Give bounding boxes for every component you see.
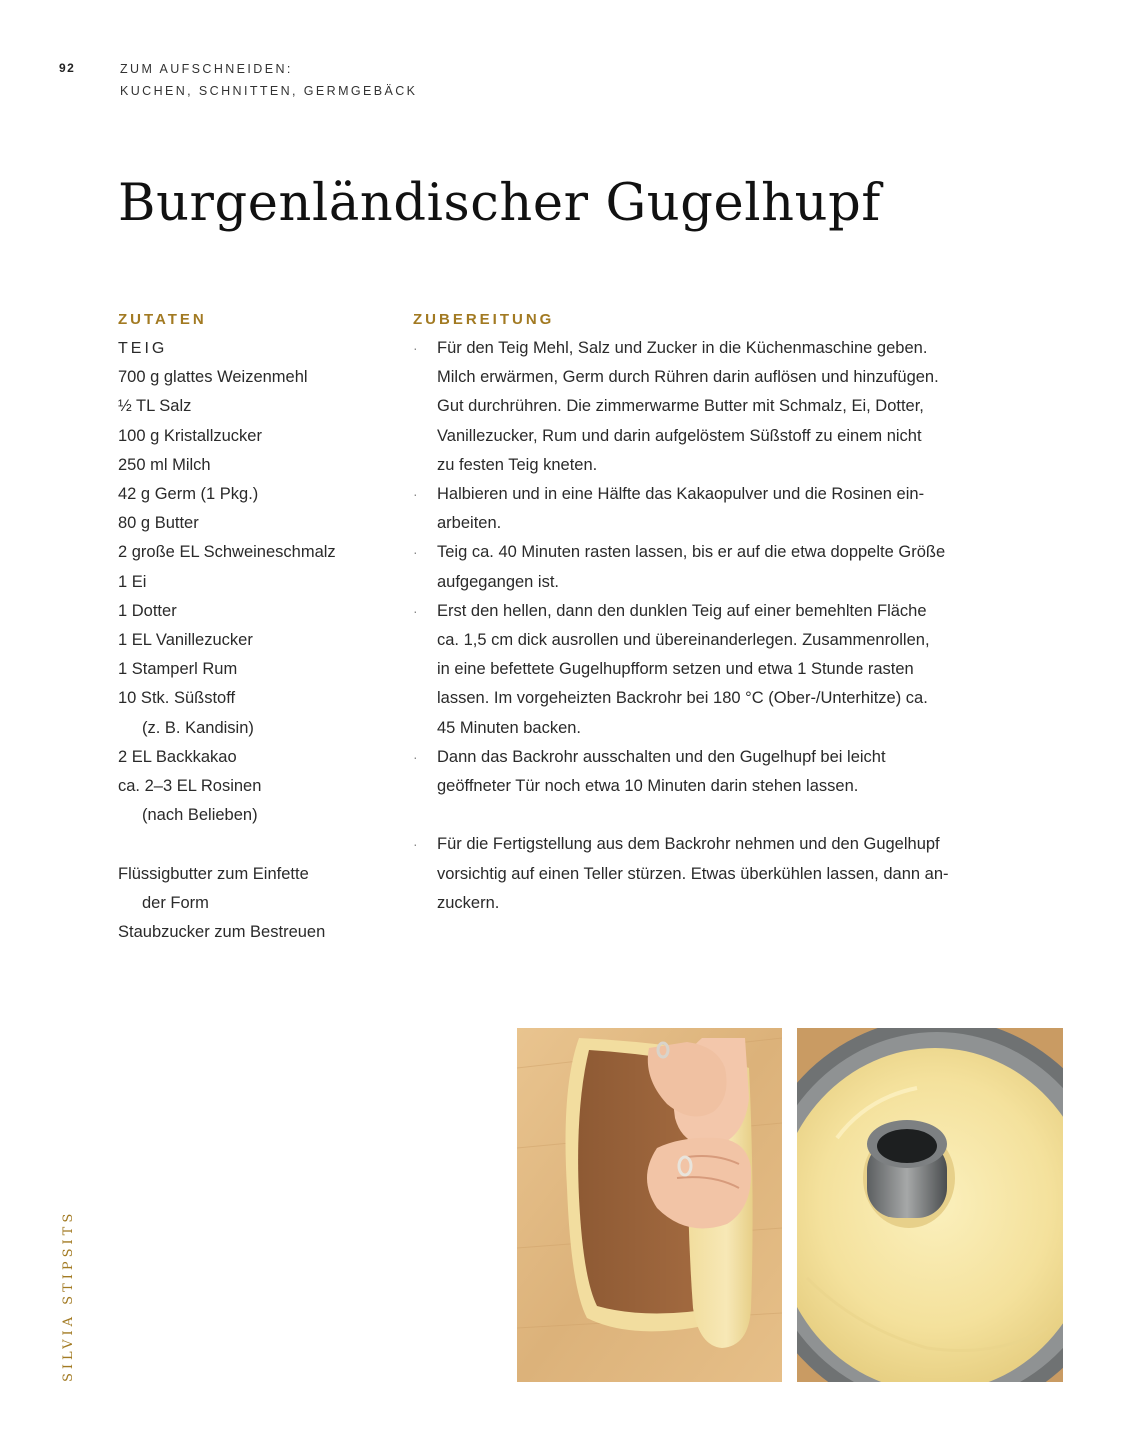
step-line: aufgegangen ist. <box>437 572 560 591</box>
step-bullet: · <box>413 340 418 356</box>
step-line: vorsichtig auf einen Teller stürzen. Etwas überkühlen lassen, dann an- <box>437 864 949 883</box>
ingredient-item: 1 Dotter <box>118 601 177 620</box>
ingredient-item: 1 EL Vanillezucker <box>118 631 253 650</box>
ingredient-extra-note: der Form <box>142 893 209 912</box>
ingredient-item: 2 große EL Schweineschmalz <box>118 543 336 562</box>
preparation-step <box>413 334 1013 480</box>
page-number: 92 <box>59 61 76 75</box>
step-line: Halbieren und in eine Hälfte das Kakaopulver und die Rosinen ein- <box>437 485 925 504</box>
chapter-line-2: KUCHEN, SCHNITTEN, GERMGEBÄCK <box>120 84 418 98</box>
ingredient-item: 10 Stk. Süßstoff <box>118 689 236 708</box>
ingredient-item: ½ TL Salz <box>118 397 192 416</box>
step-bullet: · <box>413 602 418 619</box>
photo-rolling-dough <box>517 1028 782 1382</box>
preparation-step <box>413 538 1013 596</box>
step-line: Vanillezucker, Rum und darin aufgelöstem Süßstoff zu einem nicht <box>437 426 922 445</box>
ingredient-item: 1 Ei <box>118 572 147 591</box>
ingredient-item-note: (z. B. Kandisin) <box>142 718 254 737</box>
ingredient-item: 100 g Kristallzucker <box>118 426 262 445</box>
step-line: zuckern. <box>437 893 500 912</box>
step-line: Für den Teig Mehl, Salz und Zucker in die Küchenmaschine geben. <box>437 339 928 357</box>
step-line: Erst den hellen, dann den dunklen Teig auf einer bemehlten Fläche <box>437 601 927 620</box>
preparation-step <box>413 743 1013 801</box>
ingredient-item: 1 Stamperl Rum <box>118 660 238 679</box>
step-bullet: · <box>413 544 418 561</box>
ingredient-extra: Staubzucker zum Bestreuen <box>118 923 326 942</box>
step-bullet: · <box>413 748 418 765</box>
preparation-step <box>413 830 1013 918</box>
ingredient-item: ca. 2–3 EL Rosinen <box>118 777 262 796</box>
photo-risen-dough-in-pan <box>797 1028 1063 1382</box>
ingredients-heading: ZUTATEN <box>118 311 207 328</box>
ingredient-item: 250 ml Milch <box>118 455 211 474</box>
preparation-heading: ZUBEREITUNG <box>413 311 555 328</box>
chapter-header <box>120 58 417 102</box>
step-line: 45 Minuten backen. <box>437 718 582 737</box>
ingredient-group-title: TEIG <box>118 340 168 357</box>
step-line: lassen. Im vorgeheizten Backrohr bei 180 °C (Ober-/Unterhitze) ca. <box>437 689 928 708</box>
ingredients-list <box>118 334 388 947</box>
step-line: arbeiten. <box>437 514 502 533</box>
preparation-step <box>413 597 1013 743</box>
step-line: Dann das Backrohr ausschalten und den Gugelhupf bei leicht <box>437 747 886 766</box>
step-line: Milch erwärmen, Germ durch Rühren darin auflösen und hinzufügen. <box>437 368 939 387</box>
ingredient-item: 2 EL Backkakao <box>118 747 237 766</box>
preparation-steps <box>413 334 1013 918</box>
ingredient-item: 700 g glattes Weizenmehl <box>118 368 308 387</box>
chapter-line-1: ZUM AUFSCHNEIDEN: <box>120 62 293 76</box>
step-line: zu festen Teig kneten. <box>437 455 598 474</box>
preparation-step <box>413 480 1013 538</box>
ingredient-item: 42 g Germ (1 Pkg.) <box>118 485 259 504</box>
step-bullet: · <box>413 486 418 503</box>
step-line: geöffneter Tür noch etwa 10 Minuten darin stehen lassen. <box>437 777 859 796</box>
step-bullet: · <box>413 836 418 853</box>
step-line: ca. 1,5 cm dick ausrollen und übereinanderlegen. Zusammenrollen, <box>437 631 930 650</box>
step-line: Für die Fertigstellung aus dem Backrohr nehmen und den Gugelhupf <box>437 835 940 854</box>
recipe-title: Burgenländischer Gugelhupf <box>118 174 881 233</box>
ingredient-item: 80 g Butter <box>118 514 199 533</box>
risen-dough-illustration <box>797 1028 1063 1382</box>
ingredient-extra: Flüssigbutter zum Einfette <box>118 864 309 883</box>
author-name: SILVIA STIPSITS <box>61 1209 76 1382</box>
ingredient-spacer <box>118 830 388 859</box>
step-line: Gut durchrühren. Die zimmerwarme Butter mit Schmalz, Ei, Dotter, <box>437 397 924 416</box>
rolling-dough-illustration <box>517 1028 782 1382</box>
step-line: Teig ca. 40 Minuten rasten lassen, bis er auf die etwa doppelte Größe <box>437 543 946 562</box>
step-line: in eine befettete Gugelhupfform setzen und etwa 1 Stunde rasten <box>437 660 914 679</box>
ingredient-item-note: (nach Belieben) <box>142 806 258 825</box>
